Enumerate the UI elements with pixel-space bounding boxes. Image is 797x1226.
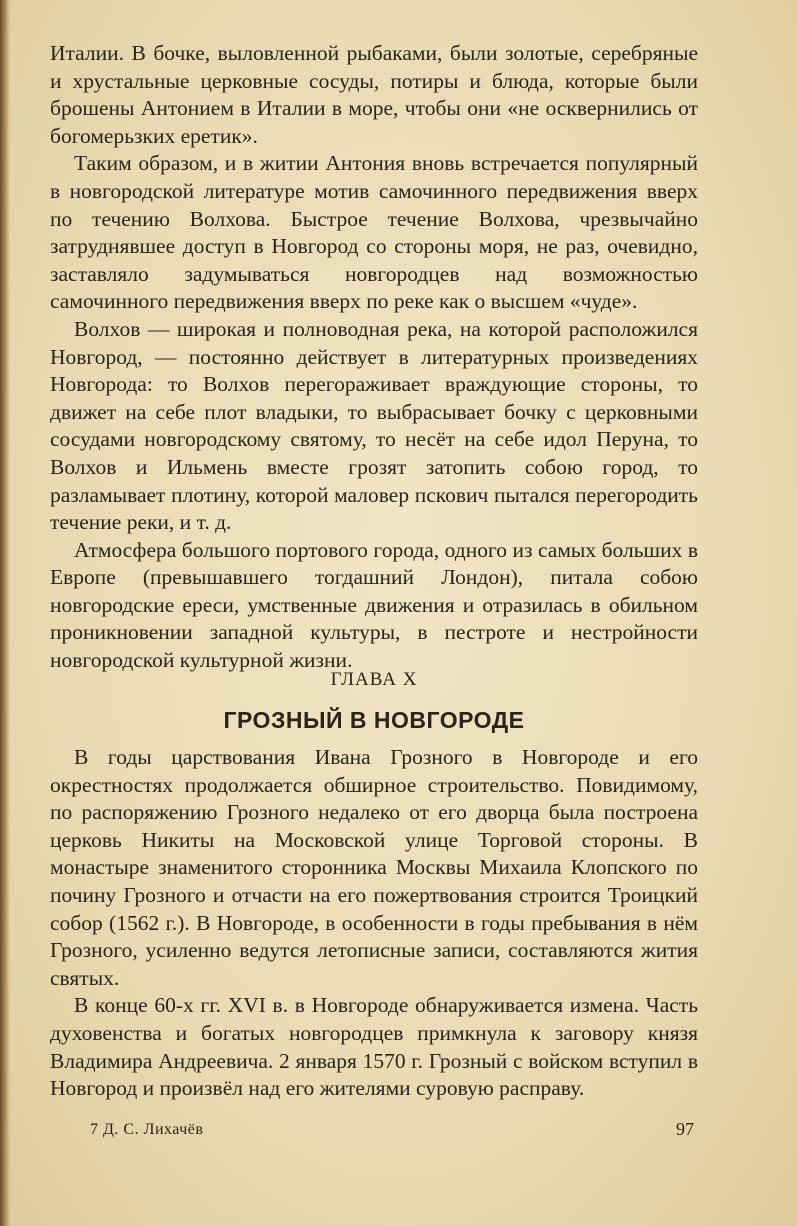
page-number: 97 xyxy=(676,1119,694,1139)
paragraph: В конце 60-х гг. XVI в. в Новгороде обнаруживается измена. Часть духовенства и богатых новгородцев примкнула к заговору князя Владимира Андреевича. 2 января 1570 г. Грозный с войском вступил в Новгород и произвёл над его жителями суровую расправу. xyxy=(50,993,698,1101)
signature-mark: 7 Д. С. Лихачёв xyxy=(90,1121,204,1138)
paragraph: Таким образом, и в житии Антония вновь встречается популярный в новгородской литературе мотив самочинного передвижения вверх по течению Волхова. Быстрое течение Волхова, чрезвычайно затруднявшее доступ в Новгород со стороны моря, не раз, очевидно, заставляло задумываться новгородцев над возможностью самочинного передвижения вверх по реке как о высшем «чуде». xyxy=(50,151,698,314)
paragraph: В годы царствования Ивана Грозного в Новгороде и его окрестностях продолжается обширное строительство. Повидимому, по распоряжению Грозного недалеко от его дворца была построена церковь Никиты на Московской улице Торговой стороны. В монастыре знаменитого сторонника Москвы Михаила Клопского по почину Грозного и отчасти на его пожертвования строится Троицкий собор (1562 г.). В Новгороде, в особенности в годы пребывания в нём Грозного, усиленно ведутся летописные записи, составляются жития святых. xyxy=(50,745,698,990)
paragraph: Атмосфера большого портового города, одного из самых больших в Европе (превышавшего тогдашний Лондон), питала собою новгородские ереси, умственные движения и отразилась в обильном проникновении западной культуры, в пестроте и нестройности новгородской культурной жизни. xyxy=(50,537,698,673)
chapter-title: ГРОЗНЫЙ В НОВГОРОДЕ xyxy=(223,707,525,733)
chapter-label: ГЛАВА X xyxy=(330,669,418,690)
paragraph: Волхов — широкая и полноводная река, на которой расположился Новгород, — постоянно действует в литературных произведениях Новгорода: то Волхов перегораживает враждующие стороны, то движет на себе плот владыки, то выбрасывает бочку с церковными сосудами новгородскому святому, то несёт на себе идол Перуна, то Волхов и Ильмень вместе грозят затопить собою город, то разламывает плотину, которой маловер пскович пытался перегородить течение реки, и т. д. xyxy=(50,316,698,535)
top-text-block xyxy=(50,40,698,675)
paragraph: Италии. В бочке, выловленной рыбаками, были золотые, серебряные и хрустальные церковные сосуды, потиры и блюда, которые были брошены Антонием в Италии в море, чтобы они «не осквернились от богомерьзких еретик». xyxy=(50,41,698,148)
book-spine-edge xyxy=(0,0,10,1226)
bottom-text-block xyxy=(50,744,698,1103)
